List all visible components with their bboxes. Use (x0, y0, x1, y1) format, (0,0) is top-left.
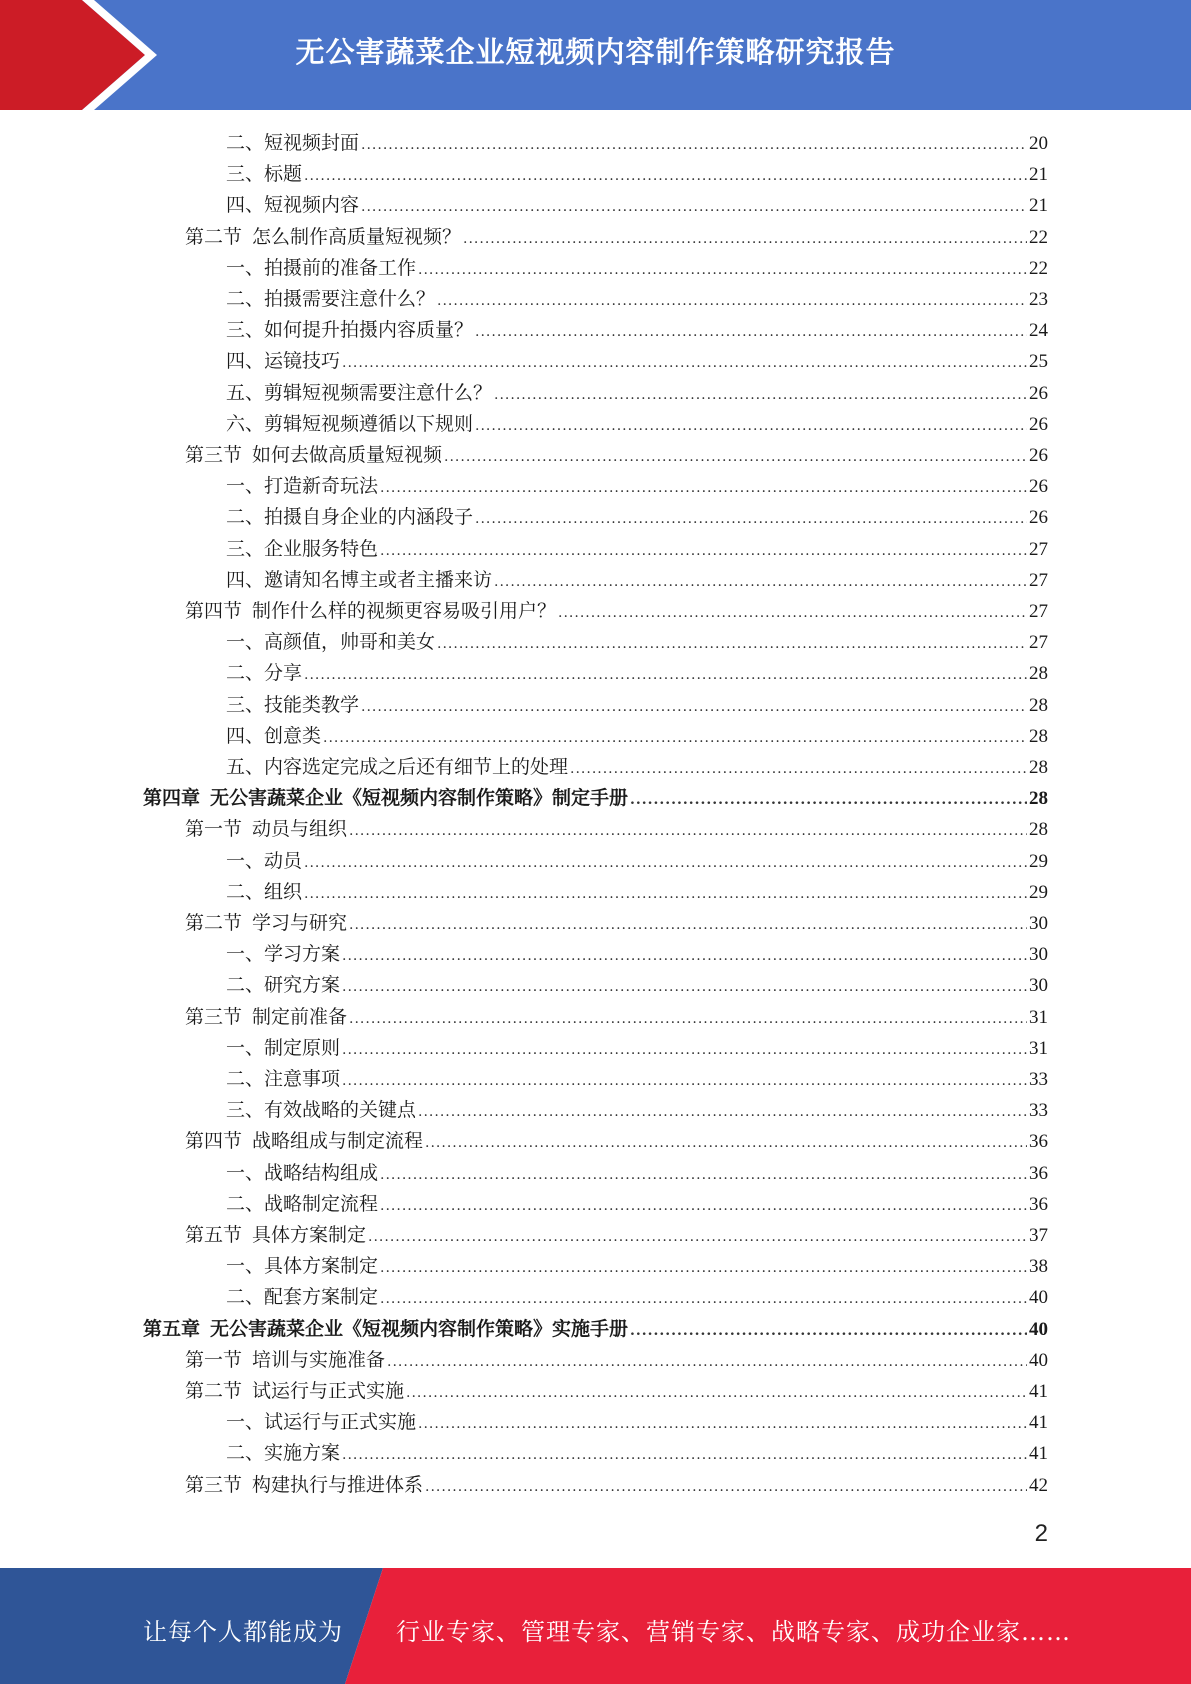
toc-dot-leader (444, 449, 1027, 465)
toc-entry-number: 二、 (226, 506, 265, 529)
toc-section-entry[interactable] (185, 1470, 1048, 1500)
toc-dot-leader (342, 1447, 1027, 1463)
toc-dot-leader (387, 1354, 1027, 1370)
toc-dot-leader (475, 511, 1027, 527)
toc-entry-label (226, 409, 473, 436)
toc-entry-number: 二、 (226, 1192, 265, 1215)
toc-subsection-entry[interactable] (226, 409, 1048, 439)
toc-entry-label (226, 877, 302, 904)
toc-entry-label (226, 534, 378, 561)
toc-entry-label (185, 814, 347, 841)
toc-entry-label (143, 1314, 628, 1341)
toc-entry-label (185, 1126, 423, 1153)
toc-dot-leader (342, 979, 1027, 995)
toc-entry-number: 五、 (226, 756, 265, 778)
toc-entry-label (226, 1189, 378, 1216)
toc-subsection-entry[interactable] (226, 1189, 1048, 1219)
toc-entry-label (185, 1220, 366, 1247)
toc-dot-leader (380, 1291, 1027, 1307)
toc-entry-title: 试运行与正式实施 (264, 1411, 417, 1434)
toc-dot-leader (437, 293, 1027, 309)
toc-dot-leader (418, 1416, 1027, 1432)
toc-entry-label (185, 222, 461, 249)
toc-dot-leader (630, 1323, 1027, 1339)
toc-entry-number: 四、 (226, 568, 265, 591)
toc-dot-leader (304, 855, 1027, 871)
toc-entry-label (185, 908, 347, 935)
toc-page-number: 40 (1029, 1318, 1048, 1340)
toc-subsection-entry[interactable] (226, 658, 1048, 688)
page-header (0, 0, 1191, 110)
toc-dot-leader (570, 761, 1027, 777)
toc-entry-label (226, 253, 416, 280)
toc-entry-number: 二、 (226, 662, 265, 685)
toc-section-entry[interactable] (185, 1345, 1048, 1375)
toc-subsection-entry[interactable] (226, 1095, 1048, 1125)
toc-dot-leader (494, 574, 1027, 590)
toc-entry-title: 动员与组织 (252, 818, 348, 841)
toc-entry-label (185, 596, 556, 623)
toc-entry-label (185, 1345, 385, 1372)
toc-dot-leader (380, 1167, 1027, 1183)
toc-section-entry[interactable] (185, 814, 1048, 844)
toc-page-number: 21 (1029, 195, 1048, 217)
toc-subsection-entry[interactable] (226, 534, 1048, 564)
toc-section-entry[interactable] (185, 908, 1048, 938)
toc-entry-title: 企业服务特色 (264, 537, 379, 560)
toc-subsection-entry[interactable] (226, 1251, 1048, 1281)
toc-dot-leader (304, 168, 1027, 184)
toc-entry-number: 一、 (226, 849, 265, 872)
toc-dot-leader (494, 387, 1027, 403)
toc-entry-number: 第四章 (143, 787, 201, 810)
toc-entry-label (226, 128, 359, 155)
toc-entry-label (226, 1407, 416, 1434)
toc-entry-label (226, 284, 435, 311)
toc-page-number: 31 (1029, 1006, 1048, 1028)
toc-page-number: 23 (1029, 289, 1048, 310)
toc-entry-number: 二、 (226, 288, 265, 310)
toc-entry-title: 实施方案 (264, 1442, 341, 1465)
toc-entry-title: 注意事项 (264, 1068, 341, 1090)
toc-page-number: 26 (1029, 507, 1048, 529)
toc-page-number: 38 (1029, 1256, 1048, 1278)
toc-entry-title: 具体方案制定 (252, 1224, 367, 1246)
toc-dot-leader (630, 792, 1027, 808)
toc-page-number: 28 (1029, 694, 1048, 716)
toc-subsection-entry[interactable] (226, 565, 1048, 595)
toc-entry-number: 六、 (226, 412, 265, 435)
toc-entry-number: 三、 (226, 1099, 265, 1122)
toc-entry-number: 第一节 (185, 818, 243, 841)
toc-entry-number: 一、 (226, 475, 265, 498)
toc-entry-number: 一、 (226, 1411, 265, 1434)
toc-subsection-entry[interactable] (226, 1064, 1048, 1094)
toc-entry-title: 无公害蔬菜企业《短视频内容制作策略》实施手册 (210, 1317, 629, 1340)
toc-entry-label (226, 315, 473, 342)
toc-dot-leader (463, 231, 1027, 247)
toc-section-entry[interactable] (185, 1376, 1048, 1406)
toc-entry-label (226, 1033, 340, 1060)
toc-entry-number: 三、 (226, 319, 265, 342)
toc-page-number: 27 (1029, 632, 1048, 654)
toc-dot-leader (342, 1073, 1027, 1089)
toc-entry-title: 怎么制作高质量短视频？ (252, 225, 462, 248)
toc-entry-label (185, 1470, 423, 1497)
toc-page-number: 28 (1029, 663, 1048, 685)
toc-entry-number: 第三节 (185, 1473, 243, 1496)
toc-page-number: 25 (1029, 351, 1048, 373)
toc-entry-title: 创意类 (264, 724, 322, 747)
toc-entry-title: 剪辑短视频需要注意什么？ (264, 381, 493, 404)
toc-entry-title: 研究方案 (264, 974, 341, 997)
toc-entry-label (226, 1282, 378, 1309)
toc-entry-title: 标题 (264, 163, 303, 186)
toc-entry-number: 第一节 (185, 1348, 243, 1371)
toc-entry-number: 四、 (226, 194, 265, 217)
toc-entry-label (226, 378, 492, 405)
toc-entry-title: 如何提升拍摄内容质量？ (264, 319, 474, 342)
toc-subsection-entry[interactable] (226, 346, 1048, 376)
toc-entry-label (226, 1251, 378, 1278)
toc-entry-title: 内容选定完成之后还有细节上的处理 (264, 756, 569, 778)
toc-subsection-entry[interactable] (226, 253, 1048, 283)
toc-page-number: 33 (1029, 1069, 1048, 1090)
toc-entry-number: 一、 (226, 943, 265, 966)
toc-page-number: 31 (1029, 1037, 1048, 1059)
toc-page-number: 41 (1029, 1412, 1048, 1434)
toc-dot-leader (425, 1135, 1027, 1151)
toc-subsection-entry[interactable] (226, 1407, 1048, 1437)
document-title: 无公害蔬菜企业短视频内容制作策略研究报告 (295, 35, 896, 69)
toc-page-number: 30 (1029, 975, 1048, 997)
toc-page-number: 28 (1029, 819, 1048, 841)
toc-entry-number: 第二节 (185, 912, 243, 934)
toc-entry-label (226, 502, 473, 529)
toc-subsection-entry[interactable] (226, 378, 1048, 408)
toc-entry-label (226, 627, 435, 654)
toc-page-number: 30 (1029, 944, 1048, 966)
toc-entry-label (226, 1438, 340, 1465)
toc-dot-leader (418, 1104, 1027, 1120)
toc-subsection-entry[interactable] (226, 502, 1048, 532)
toc-entry-number: 第四节 (185, 1130, 243, 1153)
toc-dot-leader (342, 948, 1027, 964)
toc-entry-label (143, 783, 628, 810)
toc-entry-label (185, 440, 442, 467)
toc-entry-label (226, 346, 340, 373)
toc-page-number: 36 (1029, 1162, 1048, 1184)
toc-subsection-entry[interactable] (226, 1438, 1048, 1468)
toc-chapter-entry[interactable] (143, 783, 1048, 813)
toc-entry-number: 一、 (226, 1255, 265, 1278)
toc-entry-title: 拍摄自身企业的内涵段子 (264, 506, 474, 529)
toc-entry-title: 学习方案 (264, 943, 341, 966)
toc-entry-label (226, 1158, 378, 1185)
footer-tagline: 行业专家、管理专家、营销专家、战略专家、成功企业家…… (396, 1618, 1071, 1646)
toc-entry-title: 培训与实施准备 (252, 1348, 386, 1371)
toc-entry-title: 制定前准备 (252, 1005, 348, 1028)
toc-dot-leader (425, 1479, 1027, 1495)
toc-entry-title: 分享 (264, 662, 303, 685)
toc-dot-leader (304, 886, 1027, 902)
toc-entry-title: 战略组成与制定流程 (252, 1130, 424, 1153)
toc-dot-leader (380, 480, 1027, 496)
toc-entry-number: 二、 (226, 132, 265, 154)
toc-entry-number: 第四节 (185, 600, 243, 622)
toc-dot-leader (475, 418, 1027, 434)
toc-dot-leader (304, 667, 1027, 683)
toc-entry-label (226, 721, 321, 748)
toc-subsection-entry[interactable] (226, 1158, 1048, 1188)
toc-entry-label (226, 939, 340, 966)
toc-dot-leader (406, 1385, 1027, 1401)
toc-dot-leader (361, 137, 1027, 153)
toc-entry-number: 第三节 (185, 444, 243, 466)
footer-slogan: 让每个人都能成为 (143, 1618, 343, 1646)
toc-entry-number: 第二节 (185, 1380, 243, 1402)
toc-entry-number: 一、 (226, 631, 265, 654)
toc-entry-title: 无公害蔬菜企业《短视频内容制作策略》制定手册 (210, 787, 629, 810)
toc-page-number: 36 (1029, 1131, 1048, 1153)
toc-page-number: 27 (1029, 569, 1048, 591)
toc-section-entry[interactable] (185, 1002, 1048, 1032)
toc-entry-title: 战略制定流程 (264, 1192, 379, 1215)
toc-entry-number: 四、 (226, 350, 265, 373)
toc-entry-number: 五、 (226, 381, 265, 404)
toc-entry-number: 一、 (226, 1036, 265, 1059)
toc-entry-number: 一、 (226, 256, 265, 279)
toc-entry-title: 拍摄需要注意什么？ (264, 288, 436, 310)
toc-dot-leader (361, 199, 1027, 215)
toc-entry-number: 第三节 (185, 1005, 243, 1028)
toc-entry-title: 剪辑短视频遵循以下规则 (264, 412, 474, 435)
toc-dot-leader (361, 699, 1027, 715)
toc-page-number: 26 (1029, 445, 1048, 466)
toc-entry-label (226, 565, 492, 592)
toc-page-number: 22 (1029, 257, 1048, 279)
toc-entry-number: 四、 (226, 724, 265, 747)
toc-subsection-entry[interactable] (226, 1282, 1048, 1312)
toc-page-number: 40 (1029, 1287, 1048, 1309)
toc-entry-title: 构建执行与推进体系 (252, 1473, 424, 1496)
toc-page-number: 21 (1029, 164, 1048, 186)
toc-entry-title: 打造新奇玩法 (264, 475, 379, 498)
toc-entry-label (185, 1002, 347, 1029)
toc-entry-title: 战略结构组成 (264, 1161, 379, 1184)
toc-page-number: 28 (1029, 725, 1048, 747)
toc-entry-label (226, 471, 378, 498)
toc-entry-label (185, 1376, 404, 1403)
toc-entry-number: 第二节 (185, 225, 243, 248)
toc-section-entry[interactable] (185, 1220, 1048, 1250)
toc-subsection-entry[interactable] (226, 190, 1048, 220)
toc-dot-leader (380, 543, 1027, 559)
toc-entry-title: 学习与研究 (252, 912, 348, 934)
toc-entry-number: 第五章 (143, 1317, 201, 1340)
toc-dot-leader (349, 1011, 1027, 1027)
toc-entry-title: 制作什么样的视频更容易吸引用户？ (252, 600, 557, 622)
toc-subsection-entry[interactable] (226, 315, 1048, 345)
toc-section-entry[interactable] (185, 222, 1048, 252)
toc-subsection-entry[interactable] (226, 471, 1048, 501)
toc-page-number: 42 (1029, 1474, 1048, 1496)
toc-entry-title: 动员 (264, 849, 303, 872)
toc-subsection-entry[interactable] (226, 877, 1048, 907)
toc-subsection-entry[interactable] (226, 627, 1048, 657)
toc-subsection-entry[interactable] (226, 846, 1048, 876)
toc-dot-leader (558, 605, 1027, 621)
toc-entry-label (226, 159, 302, 186)
toc-entry-number: 一、 (226, 1161, 265, 1184)
toc-dot-leader (349, 823, 1027, 839)
toc-entry-number: 二、 (226, 1068, 265, 1090)
toc-dot-leader (437, 636, 1027, 652)
toc-dot-leader (368, 1229, 1027, 1245)
toc-page-number: 26 (1029, 382, 1048, 404)
toc-dot-leader (323, 730, 1027, 746)
toc-dot-leader (418, 262, 1027, 278)
toc-page-number: 20 (1029, 133, 1048, 154)
toc-entry-label (226, 658, 302, 685)
toc-entry-label (226, 690, 359, 717)
toc-entry-title: 制定原则 (264, 1036, 341, 1059)
toc-subsection-entry[interactable] (226, 690, 1048, 720)
toc-page-number: 28 (1029, 757, 1048, 778)
toc-page-number: 22 (1029, 226, 1048, 248)
toc-entry-number: 三、 (226, 163, 265, 186)
toc-entry-title: 组织 (264, 880, 303, 903)
toc-entry-label (226, 1064, 340, 1091)
toc-entry-title: 具体方案制定 (264, 1255, 379, 1278)
toc-page-number: 26 (1029, 476, 1048, 498)
toc-page-number: 27 (1029, 538, 1048, 560)
toc-entry-title: 技能类教学 (264, 693, 360, 716)
toc-entry-number: 三、 (226, 693, 265, 716)
toc-page-number: 30 (1029, 913, 1048, 934)
toc-page-number: 36 (1029, 1193, 1048, 1215)
toc-page-number: 24 (1029, 320, 1048, 342)
toc-entry-title: 如何去做高质量短视频 (252, 444, 443, 466)
toc-entry-title: 试运行与正式实施 (252, 1380, 405, 1402)
toc-section-entry[interactable] (185, 1126, 1048, 1156)
toc-dot-leader (349, 917, 1027, 933)
toc-dot-leader (380, 1198, 1027, 1214)
toc-section-entry[interactable] (185, 440, 1048, 470)
toc-entry-label (226, 190, 359, 217)
toc-dot-leader (342, 355, 1027, 371)
toc-entry-number: 二、 (226, 974, 265, 997)
toc-entry-label (226, 1095, 416, 1122)
toc-page-number: 37 (1029, 1225, 1048, 1246)
toc-entry-title: 有效战略的关键点 (264, 1099, 417, 1122)
toc-subsection-entry[interactable] (226, 284, 1048, 314)
toc-entry-title: 配套方案制定 (264, 1286, 379, 1309)
toc-dot-leader (475, 324, 1027, 340)
toc-page-number: 41 (1029, 1381, 1048, 1402)
toc-page-number: 33 (1029, 1100, 1048, 1122)
toc-subsection-entry[interactable] (226, 159, 1048, 189)
toc-entry-number: 三、 (226, 537, 265, 560)
toc-entry-number: 二、 (226, 880, 265, 903)
toc-subsection-entry[interactable] (226, 721, 1048, 751)
toc-entry-label (226, 752, 568, 779)
page-number: 2 (1034, 1520, 1048, 1547)
toc-dot-leader (342, 1042, 1027, 1058)
toc-page-number: 40 (1029, 1349, 1048, 1371)
toc-chapter-entry[interactable] (143, 1314, 1048, 1344)
toc-entry-number: 二、 (226, 1286, 265, 1309)
toc-entry-label (226, 970, 340, 997)
toc-entry-number: 第五节 (185, 1224, 243, 1246)
toc-entry-title: 高颜值，帅哥和美女 (264, 631, 436, 654)
toc-entry-number: 二、 (226, 1442, 265, 1465)
toc-section-entry[interactable] (185, 596, 1048, 626)
toc-page-number: 28 (1029, 788, 1048, 810)
toc-subsection-entry[interactable] (226, 128, 1048, 158)
toc-page-number: 29 (1029, 881, 1048, 903)
toc-entry-title: 短视频封面 (264, 132, 360, 154)
toc-entry-label (226, 846, 302, 873)
toc-subsection-entry[interactable] (226, 939, 1048, 969)
toc-entry-title: 邀请知名博主或者主播来访 (264, 568, 493, 591)
toc-page-number: 29 (1029, 850, 1048, 872)
toc-subsection-entry[interactable] (226, 752, 1048, 782)
toc-page-number: 26 (1029, 413, 1048, 435)
toc-entry-title: 短视频内容 (264, 194, 360, 217)
toc-dot-leader (380, 1260, 1027, 1276)
toc-subsection-entry[interactable] (226, 1033, 1048, 1063)
toc-page-number: 41 (1029, 1443, 1048, 1465)
toc-page-number: 27 (1029, 601, 1048, 622)
toc-entry-title: 拍摄前的准备工作 (264, 256, 417, 279)
toc-entry-title: 运镜技巧 (264, 350, 341, 373)
toc-subsection-entry[interactable] (226, 970, 1048, 1000)
